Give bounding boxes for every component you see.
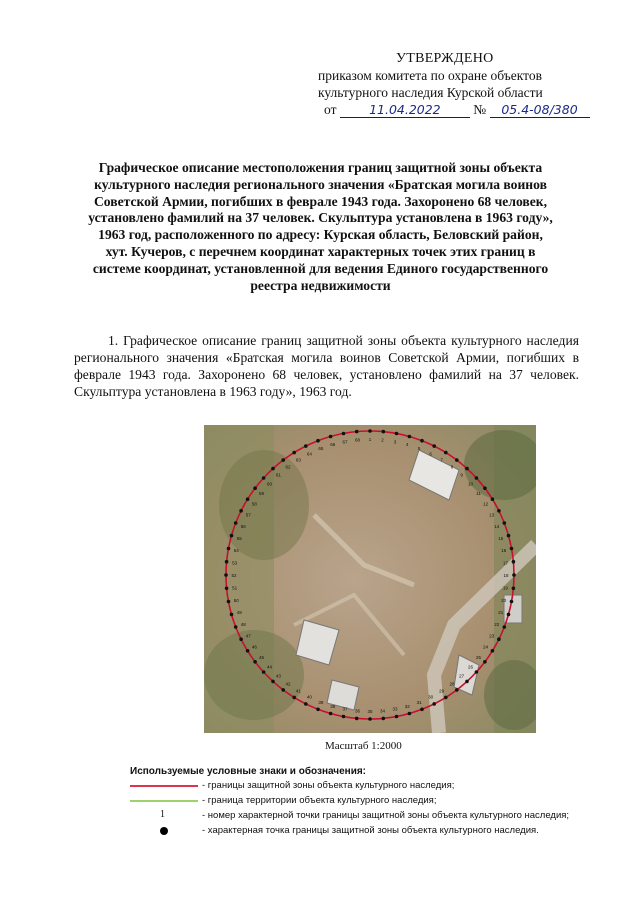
handwritten-number: 05.4-08/380 (490, 103, 590, 118)
approval-line-1: приказом комитета по охране объектов (318, 68, 542, 83)
boundary-point (483, 660, 487, 664)
boundary-point (444, 696, 448, 700)
boundary-point (465, 680, 469, 684)
boundary-point-number: 46 (251, 644, 257, 650)
boundary-point (491, 649, 495, 653)
boundary-point (304, 702, 308, 706)
boundary-point (342, 432, 346, 436)
boundary-point (395, 715, 399, 719)
boundary-point-number: 40 (306, 694, 312, 700)
map-tree-cluster (219, 450, 309, 560)
number-label: № (473, 102, 487, 117)
approval-title: УТВЕРЖДЕНО (396, 51, 494, 66)
boundary-point (382, 717, 386, 721)
boundary-point (382, 430, 386, 434)
boundary-point (465, 467, 469, 471)
legend-text: - границы защитной зоны объекта культурного наследия; (202, 780, 455, 791)
boundary-point (271, 680, 275, 684)
map-scale: Масштаб 1:2000 (325, 740, 402, 752)
boundary-point-number: 12 (483, 501, 489, 507)
boundary-point-number: 52 (231, 573, 237, 578)
boundary-point-number: 43 (275, 673, 281, 679)
boundary-point (420, 439, 424, 443)
boundary-point (316, 708, 320, 712)
legend-text: - граница территории объекта культурного наследия; (202, 795, 437, 806)
boundary-point (239, 509, 243, 513)
boundary-point-number: 28 (449, 681, 455, 687)
boundary-point-number: 68 (354, 437, 361, 443)
boundary-point (253, 486, 257, 490)
boundary-point (239, 637, 243, 641)
boundary-point-number: 48 (240, 622, 246, 628)
boundary-point-number: 10 (467, 481, 474, 487)
boundary-point-number: 37 (342, 706, 348, 712)
handwritten-date: 11.04.2022 (340, 103, 470, 118)
boundary-point-number: 14 (494, 523, 500, 529)
boundary-point-number: 55 (236, 535, 242, 541)
document-heading: Графическое описание местоположения границ защитной зоны объекта культурного наследия регионального значения «Братская могила воинов Советской Армии, погибших в феврале 1943 года. Захоронено 68 человек, установлено фамилий на 37 человек. Скульптура установлена в 1963 году», 1963 год, расположенного по адресу: Курская область, Беловский район, хут. Кучеров, с перечнем координат характерных точек этих границ в системе координат, установленной для ведения Единого государственного реестра недвижимости (88, 160, 553, 293)
boundary-point-number: 18 (503, 573, 509, 578)
boundary-point-number: 3 (393, 439, 397, 445)
boundary-point-number: 27 (459, 673, 465, 679)
boundary-point-number: 44 (266, 664, 273, 670)
aerial-map (204, 425, 536, 733)
boundary-point (227, 547, 231, 551)
boundary-point (253, 660, 257, 664)
boundary-point-number: 61 (275, 472, 281, 478)
dot-icon (160, 827, 168, 835)
boundary-point-number: 16 (501, 548, 507, 553)
approval-stamp (310, 50, 610, 118)
boundary-point-number: 13 (489, 512, 495, 518)
boundary-point (408, 712, 412, 716)
boundary-point-number: 33 (392, 706, 398, 712)
boundary-point-number: 59 (258, 491, 265, 496)
boundary-point-number: 23 (489, 633, 495, 639)
boundary-point (224, 573, 228, 577)
boundary-point-number: 42 (285, 681, 291, 687)
boundary-point (368, 717, 372, 721)
boundary-point (510, 547, 514, 551)
boundary-point (510, 600, 514, 604)
boundary-point-number: 65 (318, 446, 324, 452)
point-number-icon: 1 (160, 809, 165, 820)
legend-title: Используемые условные знаки и обозначения: (130, 766, 367, 777)
boundary-point-number: 20 (501, 598, 507, 603)
boundary-point-number: 39 (318, 699, 324, 705)
boundary-point-number: 30 (428, 694, 434, 700)
description-paragraph: 1. Графическое описание границ защитной зоны объекта культурного наследия регионального значения «Братская могила воинов Советской Армии, погибших в феврале 1943 года. Захоронено 68 человек, установлено фамилий на 37 человек. Скульптура установлена в 1963 году», 1963 год. (74, 333, 579, 399)
boundary-point-number: 36 (354, 708, 361, 714)
boundary-point-number: 8 (450, 464, 454, 470)
boundary-point (475, 476, 479, 480)
boundary-point (503, 521, 507, 525)
boundary-point (512, 560, 516, 564)
boundary-point (483, 486, 487, 490)
legend-item-point-number (130, 809, 590, 824)
legend-text: - номер характерной точки границы защитной зоны объекта культурного наследия; (202, 810, 570, 821)
boundary-point (316, 439, 320, 443)
red-line-icon (130, 785, 198, 787)
boundary-point (329, 712, 333, 716)
boundary-point (420, 708, 424, 712)
boundary-point-number: 66 (330, 442, 336, 448)
boundary-point-number: 22 (494, 622, 500, 628)
boundary-point-number: 9 (460, 472, 463, 478)
boundary-point-number: 47 (245, 633, 251, 639)
boundary-point (432, 444, 436, 448)
boundary-point (395, 432, 399, 436)
boundary-point (281, 688, 285, 692)
boundary-point (444, 451, 448, 455)
boundary-point (230, 534, 234, 538)
boundary-point (246, 649, 250, 653)
boundary-point (355, 430, 359, 434)
legend (130, 766, 590, 839)
boundary-point-number: 25 (475, 655, 482, 660)
boundary-point (512, 587, 516, 591)
boundary-point-number: 53 (232, 560, 238, 566)
boundary-point-number: 17 (502, 560, 508, 566)
green-line-icon (130, 800, 198, 802)
boundary-point-number: 60 (266, 481, 273, 487)
boundary-point-number: 58 (251, 501, 257, 507)
boundary-point-number: 49 (236, 610, 242, 616)
boundary-point-number: 41 (295, 688, 301, 694)
boundary-point (292, 696, 296, 700)
boundary-point (329, 435, 333, 439)
boundary-point-number: 35 (367, 709, 373, 714)
boundary-point-number: 32 (404, 703, 410, 709)
boundary-point-number: 7 (440, 457, 443, 463)
boundary-point (227, 600, 231, 604)
boundary-point (491, 497, 495, 501)
boundary-point-number: 11 (476, 491, 481, 496)
legend-text: - характерная точка границы защитной зоны объекта культурного наследия. (202, 825, 539, 836)
boundary-point-number: 6 (429, 451, 432, 457)
boundary-point-number: 19 (502, 585, 508, 591)
boundary-point (292, 451, 296, 455)
boundary-point (475, 670, 479, 674)
boundary-point (503, 625, 507, 629)
boundary-point (271, 467, 275, 471)
boundary-point-number: 34 (379, 708, 386, 714)
boundary-point (234, 521, 238, 525)
boundary-point (497, 637, 501, 641)
boundary-point-number: 29 (439, 688, 445, 694)
boundary-point (246, 497, 250, 501)
boundary-point-number: 21 (498, 610, 504, 616)
boundary-point-number: 62 (285, 464, 291, 470)
boundary-point-number: 45 (258, 655, 265, 660)
approval-date-row (310, 101, 610, 118)
boundary-point-number: 67 (342, 439, 348, 445)
legend-item-point (130, 824, 590, 839)
boundary-point (355, 717, 359, 721)
boundary-point (368, 429, 372, 433)
boundary-point-number: 5 (417, 446, 421, 452)
legend-item-boundary (130, 779, 590, 794)
boundary-point-number: 2 (381, 437, 384, 443)
boundary-point (342, 715, 346, 719)
boundary-point (234, 625, 238, 629)
boundary-point-number: 64 (306, 451, 312, 457)
approval-line-2: культурного наследия Курской области (318, 85, 543, 100)
boundary-point-number: 15 (498, 535, 504, 541)
boundary-point-number: 24 (483, 644, 489, 650)
map-tree-cluster (204, 630, 304, 720)
boundary-point-number: 51 (232, 585, 238, 591)
from-label: от (324, 102, 337, 117)
boundary-point (432, 702, 436, 706)
boundary-point (408, 435, 412, 439)
boundary-point-number: 50 (233, 598, 239, 603)
boundary-point-number: 1 (368, 437, 372, 442)
boundary-point (497, 509, 501, 513)
boundary-point-number: 31 (416, 699, 422, 705)
boundary-point (455, 458, 459, 462)
boundary-point (512, 573, 516, 577)
boundary-point (304, 444, 308, 448)
boundary-point-number: 56 (240, 523, 246, 529)
boundary-point (225, 587, 229, 591)
boundary-point-number: 38 (330, 703, 336, 709)
boundary-point (281, 458, 285, 462)
boundary-point-number: 26 (467, 664, 474, 670)
boundary-point (262, 670, 266, 674)
boundary-point-number: 57 (245, 512, 251, 518)
boundary-point (507, 613, 511, 617)
boundary-point (230, 613, 234, 617)
legend-item-territory (130, 794, 590, 809)
boundary-point (225, 560, 229, 564)
boundary-point-number: 54 (233, 548, 239, 553)
boundary-point-number: 4 (405, 442, 409, 448)
boundary-point (507, 534, 511, 538)
boundary-point-number: 63 (295, 457, 301, 463)
boundary-point (262, 476, 266, 480)
boundary-point (455, 688, 459, 692)
